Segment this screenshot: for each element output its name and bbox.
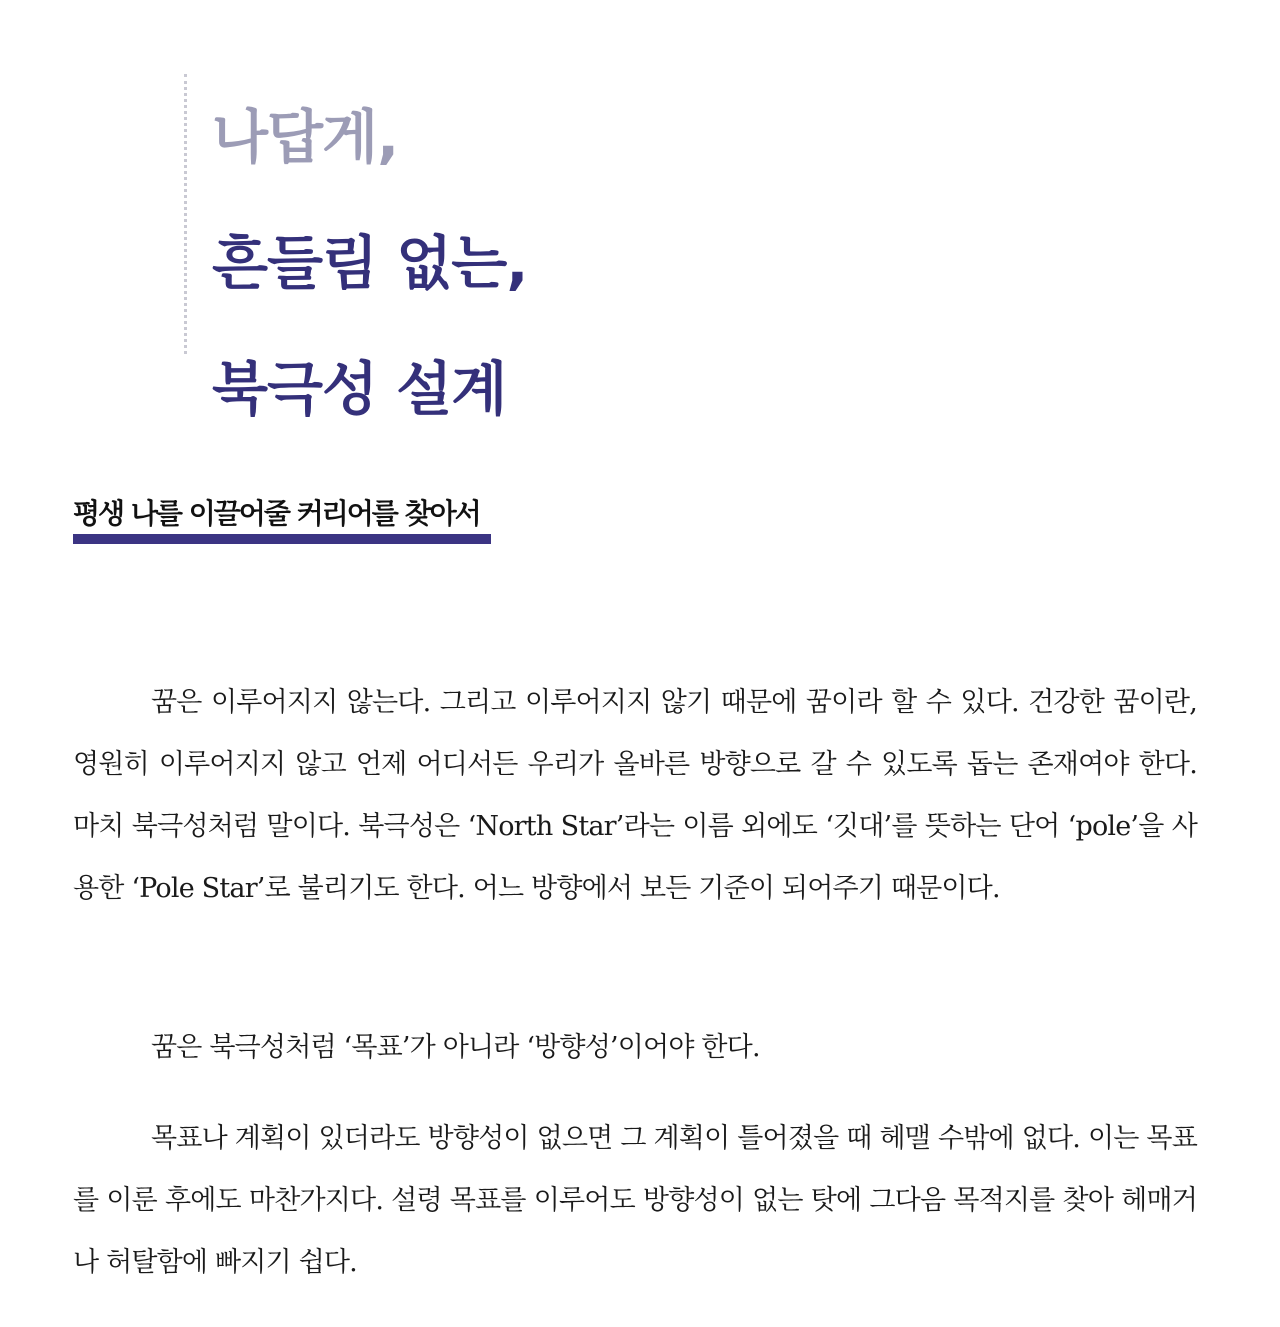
title-line-1: 나답게,: [212, 103, 399, 171]
dotted-divider: [184, 74, 187, 354]
body-paragraph-1: 꿈은 이루어지지 않는다. 그리고 이루어지지 않기 때문에 꿈이라 할 수 있다. 건강한 꿈이란, 영원히 이루어지지 않고 언제 어디서든 우리가 올바른 방향으로 갈 수 있도록 돕는 존재여야 한다. 마치 북극성처럼 말이다. 북극성은 ‘North Star’라는 이름 외에도 ‘깃대’를 뜻하는 단어 ‘pole’을 사용한 ‘Pole Star’로 불리기도 한다. 어느 방향에서 보든 기준이 되어주기 때문이다.: [73, 687, 1197, 904]
title-line-3: 북극성 설계: [212, 355, 507, 423]
subtitle: 평생 나를 이끌어줄 커리어를 찾아서: [73, 497, 480, 530]
title-block: [184, 74, 784, 423]
subtitle-underline-bar: [73, 534, 491, 544]
body-paragraph-2: 꿈은 북극성처럼 ‘목표’가 아니라 ‘방향성’이어야 한다.: [151, 1032, 760, 1063]
title-line-2: 흔들림 없는,: [212, 229, 528, 297]
body-paragraph-3: 목표나 계획이 있더라도 방향성이 없으면 그 계획이 틀어졌을 때 헤맬 수밖에 없다. 이는 목표를 이룬 후에도 마찬가지다. 설령 목표를 이루어도 방향성이 없는 탓에 그다음 목적지를 찾아 헤매거나 허탈함에 빠지기 쉽다.: [73, 1123, 1197, 1278]
